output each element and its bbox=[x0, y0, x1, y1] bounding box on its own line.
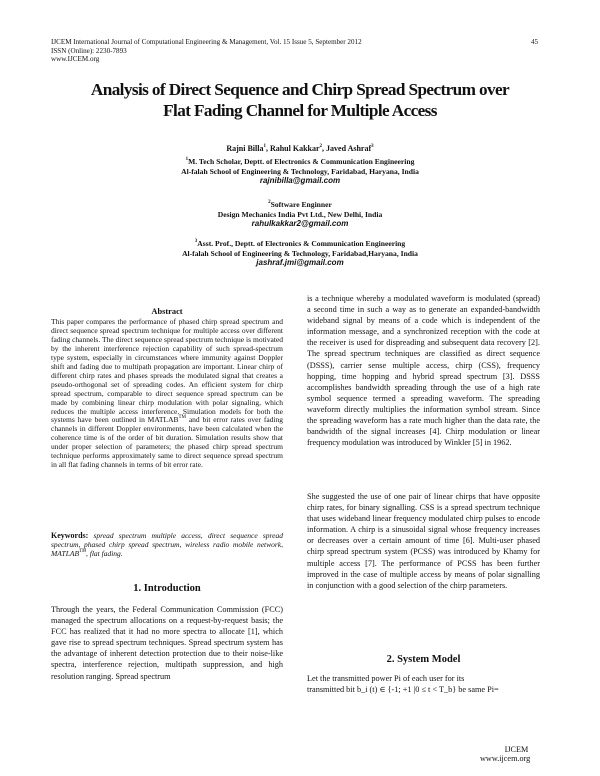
abstract-text-part1: This paper compares the performance of phased chirp spread spectrum and direct sequence spread spectrum technique for multiple access over different fading channels. The direct sequence spread spectrum technique is motivated by the inherent interference rejection capability of such spread-spectrum type system, especially in circumstances where immunity against Doppler shift and fading due to multipath propagation are important. Linear chirp of different chirp rates and phases spreads the modulated signal that creates a pseudo-orthogonal set of spreading codes. An efficient system for chirp spread spectrum, comparable to direct sequence spread spectrum can be made by combining linear chirp modulation with polar signaling, which reduces the multiple access interference. Simulation models for both the systems have been outlined in MATLAB bbox=[51, 317, 283, 425]
affiliation-2-line1: Software Enginner bbox=[270, 200, 332, 209]
abstract-text-part2: and bit error rates over fading channels in different Doppler environments, have been calculated when the coherence time is of the order of bit duration. Simulation results show that under proper selection of parameters; the phased chirp spread spectrum technique performs approximately same to direct sequence spread spectrum in all flat fading channels in terms of bit error rate. bbox=[51, 415, 283, 470]
affiliation-3 bbox=[40, 239, 560, 268]
paper-title bbox=[40, 79, 560, 121]
affiliation-3-email[interactable]: jashraf.jmi@gmail.com bbox=[256, 258, 344, 268]
system-model-line-1: Let the transmitted power Pi of each user for its bbox=[307, 674, 465, 683]
page-footer bbox=[480, 745, 530, 763]
journal-header bbox=[51, 38, 362, 64]
author-list: Rajni Billa$^1$, Rahul Kakkar$^2$, Javed Ashraf$^3$ bbox=[226, 144, 374, 153]
issn: ISSN (Online): 2230-7893 bbox=[51, 46, 127, 55]
affiliation-1 bbox=[40, 157, 560, 186]
page-number: 45 bbox=[531, 38, 539, 46]
author-2-sup: 2 bbox=[319, 144, 323, 149]
journal-url[interactable]: www.IJCEM.org bbox=[51, 55, 100, 64]
affiliation-2 bbox=[40, 200, 560, 229]
right-paragraph-1: is a technique whereby a modulated waveform is modulated (spread) a second time in such a way as to generate an expanded-bandwidth wideband signal by means of a code which is independent of the information message, and a synchronized reception with the code at the receiver is used for dispreading and subsequent data recovery [2]. The spread spectrum techniques are classified as direct sequence (DSSS), carrier sense multiple access, chirp (CSS), frequency hopping, time hopping and hybrid spread spectrum [3]. DSSS accomplishes bandwidth spreading through the use of a high rate symbol sequence termed a spreading waveform. The spreading waveform directly multiplies the information symbol stream. Since the spreading waveform has a rate much higher than the data rate, the bandwidth of the signal increases [4]. Chirp modulation or linear frequency modulation was introduced by Winkler [5] in 1962. bbox=[307, 294, 540, 448]
keywords-tm: TM bbox=[79, 548, 87, 554]
title-line-2: Flat Fading Channel for Multiple Access bbox=[163, 101, 437, 120]
abstract-text bbox=[51, 318, 283, 470]
affiliation-1-sup: 1 bbox=[185, 157, 189, 162]
keywords bbox=[51, 532, 283, 559]
footer-ijcem: IJCEM bbox=[504, 745, 529, 754]
journal-name: IJCEM International Journal of Computational Engineering & Management, Vol. 15 Issue 5, September 2012 bbox=[51, 38, 362, 46]
introduction-text: Through the years, the Federal Communication Commission (FCC) managed the spectrum allocations on a request-by-request basis; the FCC has realized that it had no more spectra to allocate [1], which gave rise to spread spectrum techniques. Spread spectrum system has the advantage of inherent detection protection due to their noise-like spectra, interference rejection, multipath suppression, and high resolution ranging. Spread spectrum bbox=[51, 605, 283, 681]
author-3-sup: 3 bbox=[371, 144, 374, 149]
affiliation-2-line2: Design Mechanics India Pvt Ltd., New Delhi, India bbox=[217, 209, 383, 219]
affiliation-1-line2: Al-falah School of Engineering & Technology, Faridabad, Haryana, India bbox=[181, 166, 419, 176]
title-line-1: Analysis of Direct Sequence and Chirp Spread Spectrum over bbox=[90, 80, 510, 99]
abstract-heading: Abstract bbox=[151, 307, 183, 316]
abstract-tm: TM bbox=[178, 415, 186, 421]
author-2: Rahul Kakkar bbox=[269, 144, 320, 153]
keywords-label: Keywords: bbox=[51, 531, 89, 540]
author-3: Javed Ashraf bbox=[326, 144, 372, 153]
affiliation-3-line2: Al-falah School of Engineering & Technology, Faridabad,Haryana, India bbox=[182, 248, 418, 258]
affiliation-2-sup: 2 bbox=[268, 200, 271, 205]
system-model-line-2: transmitted bit b_i (t) ∈ {-1; +1 |0 ≤ t < T_b} be same Pi= bbox=[307, 685, 499, 695]
author-1: Rajni Billa bbox=[226, 144, 264, 153]
affiliation-3-sup: 3 bbox=[194, 239, 198, 244]
right-paragraph-2: She suggested the use of one pair of linear chirps that have opposite chirp rates, for binary signalling. CSS is a spread spectrum technique that uses wideband linear frequency modulated chirp pulses to encode information. A chirp is a sinusoidal signal whose frequency increases or decreases over a certain amount of time [6]. Multi-user phased chirp spread spectrum system (PCSS) was introduced by Khamy for multiple access [7]. The performance of PCSS has been further improved in the case of multiple access by means of polar signalling in conjunction with a good selection of the chirp parameters. bbox=[307, 492, 540, 590]
affiliation-1-email[interactable]: rajnibilla@gmail.com bbox=[259, 176, 341, 186]
system-model-heading: 2. System Model bbox=[386, 654, 461, 665]
keywords-text: spread spectrum multiple access, direct sequence spread spectrum, phased chirp spread spectrum, wireless radio mobile network, MATLAB bbox=[51, 531, 283, 558]
footer-url[interactable]: www.ijcem.org bbox=[480, 754, 531, 763]
author-1-sup: 1 bbox=[263, 144, 266, 149]
system-model-text bbox=[307, 673, 540, 695]
affiliation-1-line1: M. Tech Scholar, Deptt. of Electronics & Communication Engineering bbox=[188, 157, 415, 166]
keywords-text-end: , flat fading. bbox=[86, 548, 123, 558]
introduction-heading: 1. Introduction bbox=[133, 583, 201, 594]
affiliation-3-line1: Asst. Prof., Deptt. of Electronics & Communication Engineering bbox=[197, 239, 406, 248]
affiliation-2-email[interactable]: rahulkakkar2@gmail.com bbox=[251, 219, 349, 229]
